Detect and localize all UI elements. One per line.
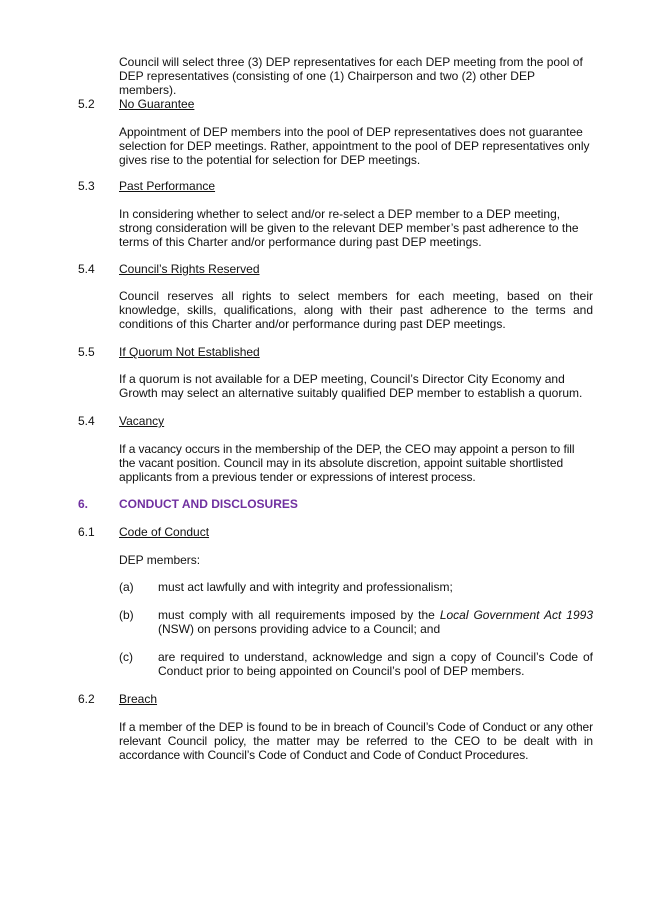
clause-number: 5.4: [78, 414, 95, 428]
section-title: CONDUCT AND DISCLOSURES: [119, 497, 298, 511]
clause-number: 5.2: [78, 97, 95, 111]
list-item-text: must act lawfully and with integrity and professionalism;: [158, 580, 453, 594]
clause-heading-code-of-conduct: Code of Conduct: [119, 525, 210, 539]
clause-heading-rights-reserved: Council’s Rights Reserved: [119, 262, 260, 276]
clause-number: 5.4: [78, 262, 95, 276]
clause-body-rights-reserved: Council reserves all rights to select members for each meeting, based on their knowledge, skills, qualifications, along with their past adherence to the terms and conditions of this Charter and/or performance during past DEP meetings.: [119, 289, 593, 331]
list-item-text: [158, 608, 593, 636]
clause-heading-no-guarantee: No Guarantee: [119, 97, 195, 111]
clause-body-no-guarantee: Appointment of DEP members into the pool of DEP representatives does not guarantee selection for DEP meetings. Rather, appointment to the pool of DEP representatives only gives rise to the potential for selection for DEP meetings.: [119, 125, 590, 167]
clause-body-past-performance: In considering whether to select and/or re-select a DEP member to a DEP meeting, strong consideration will be given to the relevant DEP member’s past adherence to the terms of this Charter and/or performance during past DEP meetings.: [119, 207, 579, 249]
list-item-text-start: must comply with all requirements imposed by the: [158, 608, 440, 622]
list-item-label: (b): [119, 608, 134, 622]
clause-number: 5.3: [78, 179, 95, 193]
list-item-label: (c): [119, 650, 133, 664]
list-item-label: (a): [119, 580, 134, 594]
clause-heading-vacancy: Vacancy: [119, 414, 165, 428]
list-item-text: are required to understand, acknowledge and sign a copy of Council’s Code of Conduct prior to being appointed on Council’s pool of DEP members.: [158, 650, 593, 678]
clause-number: 6.2: [78, 692, 95, 706]
clause-body-quorum: If a quorum is not available for a DEP meeting, Council’s Director City Economy and Growth may select an alternative suitably qualified DEP member to establish a quorum.: [119, 372, 583, 400]
intro-paragraph: Council will select three (3) DEP representatives for each DEP meeting from the pool of DEP representatives (consisting of one (1) Chairperson and two (2) other DEP members).: [119, 55, 583, 97]
dep-members-intro: DEP members:: [119, 553, 201, 567]
clause-body-breach: If a member of the DEP is found to be in breach of Council’s Code of Conduct or any other relevant Council policy, the matter may be referred to the CEO to be dealt with in accordance with Council’s Code of Conduct and Code of Conduct Procedures.: [119, 720, 593, 762]
clause-heading-quorum: If Quorum Not Established: [119, 345, 260, 359]
list-item-text-end: (NSW) on persons providing advice to a Council; and: [158, 622, 441, 636]
clause-number: 5.5: [78, 345, 95, 359]
clause-body-vacancy: If a vacancy occurs in the membership of the DEP, the CEO may appoint a person to fill the vacant position. Council may in its absolute discretion, appoint suitable shortlisted applicants from a previous tender or expressions of interest process.: [119, 442, 575, 484]
act-title: Local Government Act 1993: [439, 608, 594, 622]
clause-heading-breach: Breach: [119, 692, 158, 706]
clause-number: 6.1: [78, 525, 95, 539]
section-number: 6.: [78, 497, 89, 511]
clause-heading-past-performance: Past Performance: [119, 179, 216, 193]
